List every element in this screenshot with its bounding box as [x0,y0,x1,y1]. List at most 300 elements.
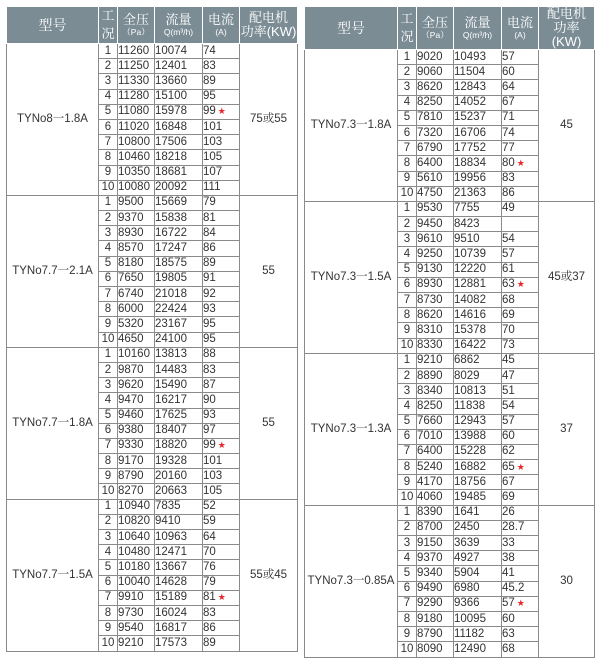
header-current: 电流 (A) [203,7,240,44]
pressure-value: 6400 [417,444,454,459]
flow-value: 21018 [155,287,203,302]
current-value [203,545,240,560]
condition-number: 7 [398,141,417,156]
current-value [203,317,240,332]
pressure-value: 10640 [118,530,155,545]
current-text: 89 [203,257,216,270]
pressure-value: 11280 [118,89,155,104]
current-value [203,44,240,59]
condition-number: 10 [99,180,118,195]
current-value [203,211,240,226]
current-value [203,605,240,620]
model-name: TYNo7.3一1.8A [305,50,398,202]
current-text: 51 [502,384,515,397]
table-row [7,195,298,210]
flow-value: 13813 [155,347,203,362]
flow-value: 18681 [155,165,203,180]
condition-number: 4 [99,545,118,560]
current-value [502,353,539,368]
flow-value: 24100 [155,332,203,347]
condition-number: 7 [99,438,118,453]
pressure-value: 9130 [417,262,454,277]
condition-number: 6 [99,119,118,134]
current-text: 74 [203,44,216,57]
header-flow: 流量 Q(m³/h) [454,7,502,50]
condition-number: 4 [398,247,417,262]
current-value [502,429,539,444]
flow-value: 12843 [454,80,502,95]
current-text: 91 [203,272,216,285]
fan-spec-table-left [6,6,298,652]
current-value [203,195,240,210]
current-value [203,302,240,317]
flow-value: 18756 [454,475,502,490]
condition-number: 1 [99,347,118,362]
current-text: 73 [502,339,515,352]
current-text: 93 [203,302,216,315]
flow-value: 20663 [155,484,203,499]
current-value [203,469,240,484]
current-value [502,247,539,262]
condition-number: 7 [398,293,417,308]
condition-number: 2 [398,520,417,535]
current-text: 71 [502,111,515,124]
pressure-value: 10180 [118,560,155,575]
current-value [502,156,539,171]
condition-number: 5 [99,104,118,119]
current-text: 63 [502,627,515,640]
flow-value: 12220 [454,262,502,277]
current-value [203,454,240,469]
pressure-value: 9470 [118,393,155,408]
flow-value: 23167 [155,317,203,332]
condition-number: 8 [99,150,118,165]
current-text: 57 [502,415,515,428]
current-value [203,514,240,529]
condition-number: 10 [398,186,417,201]
pressure-value: 8270 [118,484,155,499]
condition-number: 1 [99,44,118,59]
header-pressure: 全压 （Pa） [118,7,155,44]
pressure-value: 10800 [118,135,155,150]
condition-number: 8 [99,454,118,469]
condition-number: 10 [398,490,417,505]
current-value [203,590,240,605]
current-text: 59 [203,515,216,528]
pressure-value: 9380 [118,423,155,438]
current-value [203,150,240,165]
header-pressure: 全压 （Pa） [417,7,454,50]
current-value [502,444,539,459]
condition-number: 3 [398,80,417,95]
pressure-value: 11080 [118,104,155,119]
current-value [502,520,539,535]
pressure-value: 8730 [417,293,454,308]
pressure-value: 10480 [118,545,155,560]
pressure-value: 7660 [417,414,454,429]
pressure-value: 10160 [118,347,155,362]
pressure-value: 9540 [118,621,155,636]
current-text: 67 [502,475,515,488]
flow-value: 13660 [155,74,203,89]
current-value [203,241,240,256]
current-text: 63 [502,278,515,291]
current-value [203,332,240,347]
pressure-value: 9620 [118,378,155,393]
pressure-value: 8790 [417,627,454,642]
current-text: 45 [502,354,515,367]
current-value [203,119,240,134]
model-name: TYNo7.7一2.1A [7,195,99,347]
current-text: 83 [203,363,216,376]
flow-value: 9366 [454,596,502,611]
flow-value: 10813 [454,384,502,399]
condition-number: 8 [99,302,118,317]
flow-value: 15237 [454,110,502,125]
current-text: 60 [502,65,515,78]
current-value [502,399,539,414]
flow-value: 17752 [454,141,502,156]
current-text: 70 [203,545,216,558]
current-text: 101 [203,454,223,467]
pressure-value: 6400 [417,156,454,171]
pressure-value: 9060 [417,65,454,80]
flow-value: 16882 [454,460,502,475]
current-value [502,368,539,383]
current-text: 70 [502,323,515,336]
pressure-value: 8250 [417,95,454,110]
flow-value: 7755 [454,201,502,216]
current-value [502,277,539,292]
condition-number: 2 [398,368,417,383]
condition-number: 1 [398,353,417,368]
current-value [502,566,539,581]
flow-value: 1641 [454,505,502,520]
pressure-value: 6740 [118,287,155,302]
pressure-value: 9460 [118,408,155,423]
flow-value: 12471 [155,545,203,560]
flow-value: 15100 [155,89,203,104]
pressure-value: 9170 [118,454,155,469]
current-value [203,636,240,651]
current-value [203,104,240,119]
current-text: 107 [203,166,223,179]
current-text: 83 [203,606,216,619]
condition-number: 1 [398,201,417,216]
flow-value: 16024 [155,605,203,620]
pressure-value: 11260 [118,44,155,59]
current-text: 99 [203,105,216,118]
current-text: 89 [203,74,216,87]
pressure-value: 10080 [118,180,155,195]
condition-number: 5 [398,414,417,429]
current-text: 57 [502,248,515,261]
current-value [203,226,240,241]
pressure-value: 8620 [417,80,454,95]
pressure-value: 10460 [118,150,155,165]
current-value [203,362,240,377]
current-text: 60 [502,612,515,625]
condition-number: 8 [398,460,417,475]
header-motor-power: 配电机 功率(KW) [240,7,298,44]
condition-number: 10 [99,332,118,347]
flow-value: 8423 [454,217,502,232]
pressure-value: 9370 [417,551,454,566]
current-value [502,596,539,611]
current-text: 81 [203,211,216,224]
flow-value: 16422 [454,338,502,353]
current-text: 95 [203,90,216,103]
pressure-value: 8570 [118,241,155,256]
pressure-value: 9250 [417,247,454,262]
flow-value: 18834 [454,156,502,171]
current-value [502,627,539,642]
current-value [502,323,539,338]
current-value [203,499,240,514]
table-row [7,499,298,514]
pressure-value: 6790 [417,141,454,156]
current-value [203,438,240,453]
condition-number: 4 [99,89,118,104]
table-row [7,347,298,362]
pressure-value: 10820 [118,514,155,529]
current-value [203,287,240,302]
current-text: 87 [203,378,216,391]
pressure-value: 9210 [118,636,155,651]
condition-number: 4 [398,95,417,110]
current-text: 101 [203,120,223,133]
recommended-star-icon: ★ [217,440,226,451]
recommended-star-icon: ★ [516,279,525,290]
condition-number: 5 [99,560,118,575]
flow-value: 12490 [454,642,502,657]
condition-number: 2 [99,211,118,226]
pressure-value: 8310 [417,323,454,338]
current-text: 65 [502,460,515,473]
flow-value: 5904 [454,566,502,581]
pressure-value: 8330 [417,338,454,353]
pressure-value: 9450 [417,217,454,232]
current-text: 86 [502,187,515,200]
pressure-value: 9290 [417,596,454,611]
condition-number: 9 [398,627,417,642]
pressure-value: 8180 [118,256,155,271]
header-condition: 工况 [398,7,417,50]
current-text: 83 [203,59,216,72]
current-text: 61 [502,263,515,276]
current-value [502,232,539,247]
current-value [502,642,539,657]
current-value [502,110,539,125]
condition-number: 5 [99,408,118,423]
condition-number: 6 [398,125,417,140]
current-text: 60 [502,430,515,443]
current-value [203,135,240,150]
condition-number: 10 [398,338,417,353]
current-value [203,165,240,180]
current-value [502,338,539,353]
condition-number: 6 [398,277,417,292]
flow-value: 13988 [454,429,502,444]
pressure-value: 5320 [118,317,155,332]
current-value [502,293,539,308]
current-text: 47 [502,369,515,382]
pressure-value: 8620 [417,308,454,323]
flow-value: 10493 [454,50,502,65]
pressure-value: 4170 [417,475,454,490]
recommended-star-icon: ★ [516,157,525,168]
pressure-value: 9020 [417,50,454,65]
condition-number: 9 [99,165,118,180]
pressure-value: 11250 [118,59,155,74]
pressure-value: 9730 [118,605,155,620]
current-text: 49 [502,202,515,215]
flow-value: 7835 [155,499,203,514]
table-row [305,50,595,65]
flow-value: 10739 [454,247,502,262]
condition-number: 1 [398,505,417,520]
current-value [203,408,240,423]
current-text: 84 [203,226,216,239]
current-text: 95 [203,333,216,346]
condition-number: 3 [99,226,118,241]
condition-number: 2 [99,59,118,74]
flow-value: 15669 [155,195,203,210]
condition-number: 7 [99,135,118,150]
pressure-value: 8250 [417,399,454,414]
current-value [502,536,539,551]
condition-number: 8 [398,308,417,323]
flow-value: 11504 [454,65,502,80]
condition-number: 4 [99,241,118,256]
current-value [203,89,240,104]
flow-value: 2450 [454,520,502,535]
condition-number: 8 [398,611,417,626]
current-text: 45.2 [502,582,525,595]
table-header-row [305,7,595,50]
current-text: 54 [502,232,515,245]
flow-value: 11838 [454,399,502,414]
motor-power: 55或45 [240,499,298,651]
current-text: 41 [502,566,515,579]
condition-number: 3 [99,74,118,89]
current-value [502,141,539,156]
condition-number: 7 [99,287,118,302]
current-text: 52 [203,500,216,513]
pressure-value: 9870 [118,362,155,377]
flow-value: 15978 [155,104,203,119]
pressure-value: 4750 [417,186,454,201]
pressure-value: 8340 [417,384,454,399]
condition-number: 5 [398,110,417,125]
flow-value: 18820 [155,438,203,453]
pressure-value: 9210 [417,353,454,368]
condition-number: 7 [99,590,118,605]
current-text: 83 [502,172,515,185]
current-value [203,393,240,408]
condition-number: 9 [99,621,118,636]
current-text: 103 [203,135,223,148]
current-value [203,530,240,545]
condition-number: 10 [99,636,118,651]
current-value [203,423,240,438]
condition-number: 4 [398,551,417,566]
motor-power: 37 [539,353,595,505]
table-row [305,505,595,520]
motor-power: 55 [240,347,298,499]
current-text: 86 [203,621,216,634]
current-text: 80 [502,156,515,169]
pressure-value: 7650 [118,271,155,286]
flow-value: 14052 [454,95,502,110]
condition-number: 7 [398,596,417,611]
current-value [203,621,240,636]
flow-value: 13667 [155,560,203,575]
condition-number: 3 [398,384,417,399]
current-text: 76 [203,560,216,573]
pressure-value: 8930 [118,226,155,241]
current-text: 90 [203,393,216,406]
current-text: 64 [203,530,216,543]
current-text: 54 [502,399,515,412]
flow-value: 14616 [454,308,502,323]
current-value [502,475,539,490]
header-model: 型号 [7,7,99,44]
flow-value: 18218 [155,150,203,165]
flow-value: 19328 [155,454,203,469]
condition-number: 6 [99,575,118,590]
current-text: 74 [502,126,515,139]
current-text: 89 [203,636,216,649]
current-value [203,256,240,271]
condition-number: 9 [398,171,417,186]
pressure-value: 8390 [417,505,454,520]
condition-number: 2 [398,217,417,232]
current-text: 77 [502,141,515,154]
current-value [502,581,539,596]
current-value [502,201,539,216]
flow-value: 16848 [155,119,203,134]
condition-number: 3 [99,530,118,545]
motor-power: 55 [240,195,298,347]
condition-number: 1 [99,499,118,514]
table-header-row [7,7,298,44]
condition-number: 3 [398,232,417,247]
current-text: 68 [502,293,515,306]
pressure-value: 11020 [118,119,155,134]
condition-number: 7 [398,444,417,459]
flow-value: 18407 [155,423,203,438]
condition-number: 9 [99,317,118,332]
pressure-value: 6000 [118,302,155,317]
current-value [502,308,539,323]
condition-number: 10 [99,484,118,499]
current-text: 86 [203,242,216,255]
flow-value: 16217 [155,393,203,408]
condition-number: 2 [99,362,118,377]
flow-value: 10095 [454,611,502,626]
header-motor-power: 配电机 功率(KW) [539,7,595,50]
flow-value: 22424 [155,302,203,317]
current-text: 26 [502,506,515,519]
table-row [7,44,298,59]
current-text: 57 [502,597,515,610]
current-text: 68 [502,642,515,655]
recommended-star-icon: ★ [217,106,226,117]
condition-number: 5 [99,256,118,271]
current-value [502,95,539,110]
pressure-value: 10040 [118,575,155,590]
